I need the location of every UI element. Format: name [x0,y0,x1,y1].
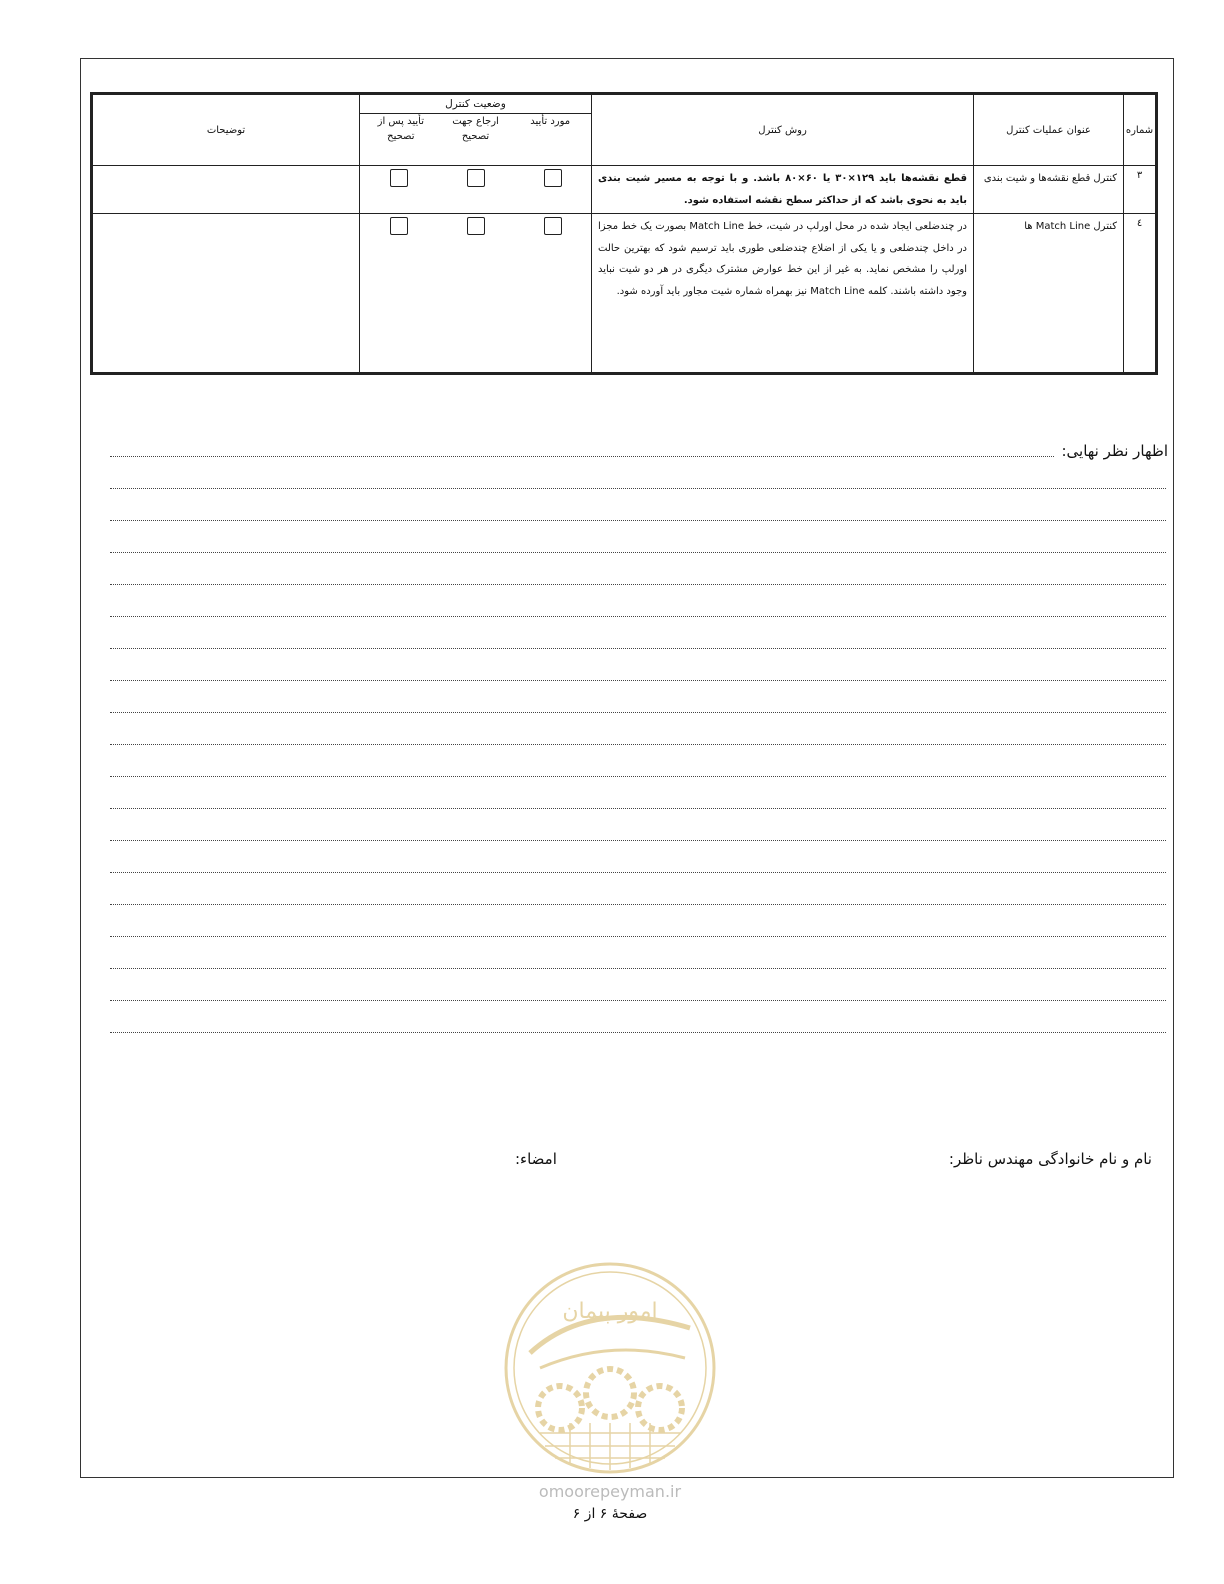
row-method: قطع نقشه‌ها باید ۱۲۹×۳۰ یا ۶۰×۸۰ باشد. و با توجه به مسیر شیت بندی باید به نحوی باشد که از حداکثر سطح نقشه استفاده شود. [592,166,974,214]
final-opinion-line[interactable] [110,712,1166,713]
row-notes[interactable] [92,166,360,214]
watermark: omoorepeyman.ir [538,1482,682,1501]
return-checkbox[interactable] [467,169,485,187]
final-opinion-line[interactable] [110,552,1166,553]
row-method: در چندضلعی ایجاد شده در محل اورلپ در شیت، خط Match Line بصورت یک خط مجزا در داخل چندضلعی و یا یکی از اضلاع چندضلعی طوری باید ترسیم شود که بهترین حالت اورلپ را مشخص نماید. به غیر از این خط عوارض مشترک دیگری در هر دو شیت نباید وجود داشته باشند. کلمه Match Line نیز بهمراه شماره شیت مجاور باید آورده شود. [592,214,974,374]
final-opinion-line[interactable] [110,840,1166,841]
row-number: ۳ [1124,166,1157,214]
approved-checkbox[interactable] [544,217,562,235]
stamp-logo [500,1258,720,1478]
engineer-name-label: نام و نام خانوادگی مهندس ناظر: [948,1150,1152,1168]
header-status-approved: مورد تأیید [530,116,571,127]
final-opinion-line[interactable] [110,936,1166,937]
header-status [360,94,592,166]
final-opinion-line[interactable] [110,648,1166,649]
header-status-return: ارجاع جهت تصحیح [452,116,499,142]
final-opinion-line[interactable] [110,1000,1166,1001]
row-status [360,214,592,374]
final-opinion-line[interactable] [110,808,1166,809]
final-opinion-line[interactable] [110,776,1166,777]
page-number: صفحهٔ ۶ از ۶ [572,1506,648,1522]
row-status [360,166,592,214]
header-status-after: تأیید پس از تصحیح [377,116,424,142]
return-checkbox[interactable] [467,217,485,235]
row-number: ٤ [1124,214,1157,374]
header-title: عنوان عملیات کنترل [974,94,1124,166]
table-row [92,166,1157,214]
final-opinion-line[interactable] [110,456,1054,457]
final-opinion-line[interactable] [110,1032,1166,1033]
final-opinion-label: اظهار نظر نهایی: [1061,442,1168,460]
final-opinion-line[interactable] [110,584,1166,585]
row-title: کنترل قطع نقشه‌ها و شیت بندی [974,166,1124,214]
header-number: شماره [1124,94,1157,166]
final-opinion-line[interactable] [110,744,1166,745]
table-row [92,214,1157,374]
final-opinion-line[interactable] [110,872,1166,873]
control-table [90,92,1158,375]
final-opinion-line[interactable] [110,680,1166,681]
row-title: کنترل Match Line ها [974,214,1124,374]
header-row [92,94,1157,166]
header-method: روش کنترل [592,94,974,166]
signature-label: امضاء: [515,1150,557,1168]
stamp-text: امور پیمان [562,1299,658,1324]
final-opinion-line[interactable] [110,520,1166,521]
header-status-group: وضعیت کنترل [360,95,591,114]
final-opinion-line[interactable] [110,904,1166,905]
row-notes[interactable] [92,214,360,374]
approved-checkbox[interactable] [544,169,562,187]
final-opinion-line[interactable] [110,616,1166,617]
after-correction-checkbox[interactable] [390,169,408,187]
header-notes: توضیحات [92,94,360,166]
after-correction-checkbox[interactable] [390,217,408,235]
final-opinion-line[interactable] [110,488,1166,489]
final-opinion-line[interactable] [110,968,1166,969]
